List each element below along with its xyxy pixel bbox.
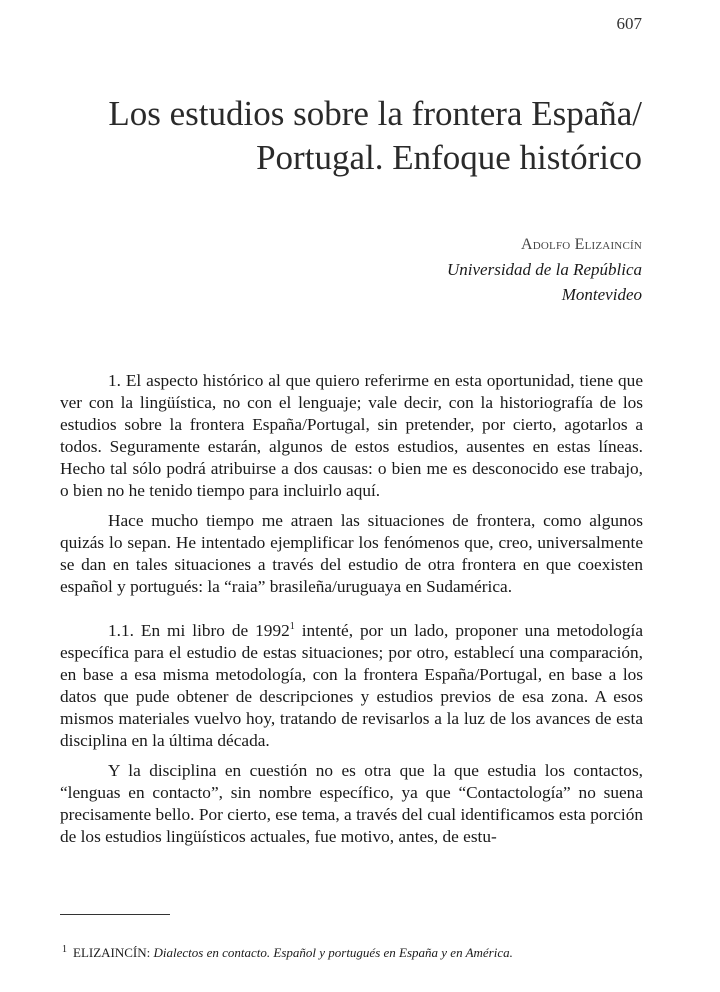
footnote-author: ELIZAINCÍN: — [73, 945, 151, 960]
author-name: Adolfo Elizaincín — [521, 236, 642, 253]
article-body — [60, 370, 643, 848]
paragraph-3-start: 1.1. En mi libro de 1992 — [108, 621, 290, 640]
paragraph-3 — [60, 620, 643, 752]
footnote-number: 1 — [62, 943, 67, 955]
footnote-work: Dialectos en contacto. Español y portugués en España y en América. — [153, 945, 513, 960]
paragraph-1: 1. El aspecto histórico al que quiero referirme en esta oportunidad, tiene que ver con la lingüística, no con el lenguaje; vale decir, con la historiografía de los estudios sobre la frontera España/Portugal, sin pretender, por cierto, agotarlos a todos. Seguramente estarán, algunos de estos estudios, ausentes en estas líneas. Hecho tal sólo podrá atribuirse a dos causas: o bien me es desconocido ese trabajo, o bien no he tenido tiempo para incluirlo aquí. — [60, 371, 643, 500]
article-title — [82, 92, 642, 180]
footnote — [62, 944, 662, 962]
title-line-1: Los estudios sobre la frontera España/ — [108, 94, 642, 133]
affiliation — [447, 257, 642, 307]
affiliation-line-2: Montevideo — [561, 285, 642, 304]
footnote-divider — [60, 914, 170, 915]
paragraph-4: Y la disciplina en cuestión no es otra que la que estudia los contactos, “lenguas en contacto”, sin nombre específico, ya que “Contactología” no suena precisamente bello. Por cierto, ese tema, a través del cual identificamos esta porción de los estudios lingüísticos actuales, fue motivo, antes, de estu- — [60, 761, 643, 846]
footnote-reference[interactable]: 1 — [289, 621, 295, 633]
page-number: 607 — [616, 14, 642, 33]
affiliation-line-1: Universidad de la República — [447, 260, 642, 279]
title-line-2: Portugal. Enfoque histórico — [256, 138, 642, 177]
paragraph-3-rest: intenté, por un lado, proponer una metodología específica para el estudio de estas situaciones; por otro, establecí una comparación, en base a esa misma metodología, con la frontera España/Portugal, en base a los datos que pude obtener de descripciones y estudios previos de esa zona. A esos mismos materiales vuelvo hoy, tratando de revisarlos a la luz de los avances de esta disciplina en la última década. — [60, 621, 643, 750]
byline — [447, 232, 642, 307]
paragraph-2: Hace mucho tiempo me atraen las situaciones de frontera, como algunos quizás lo sepan. He intentado ejemplificar los fenómenos que, creo, universalmente se dan en tales situaciones a través del estudio de otra frontera en que coexisten español y portugués: la “raia” brasileña/uruguaya en Sudamérica. — [60, 511, 643, 596]
